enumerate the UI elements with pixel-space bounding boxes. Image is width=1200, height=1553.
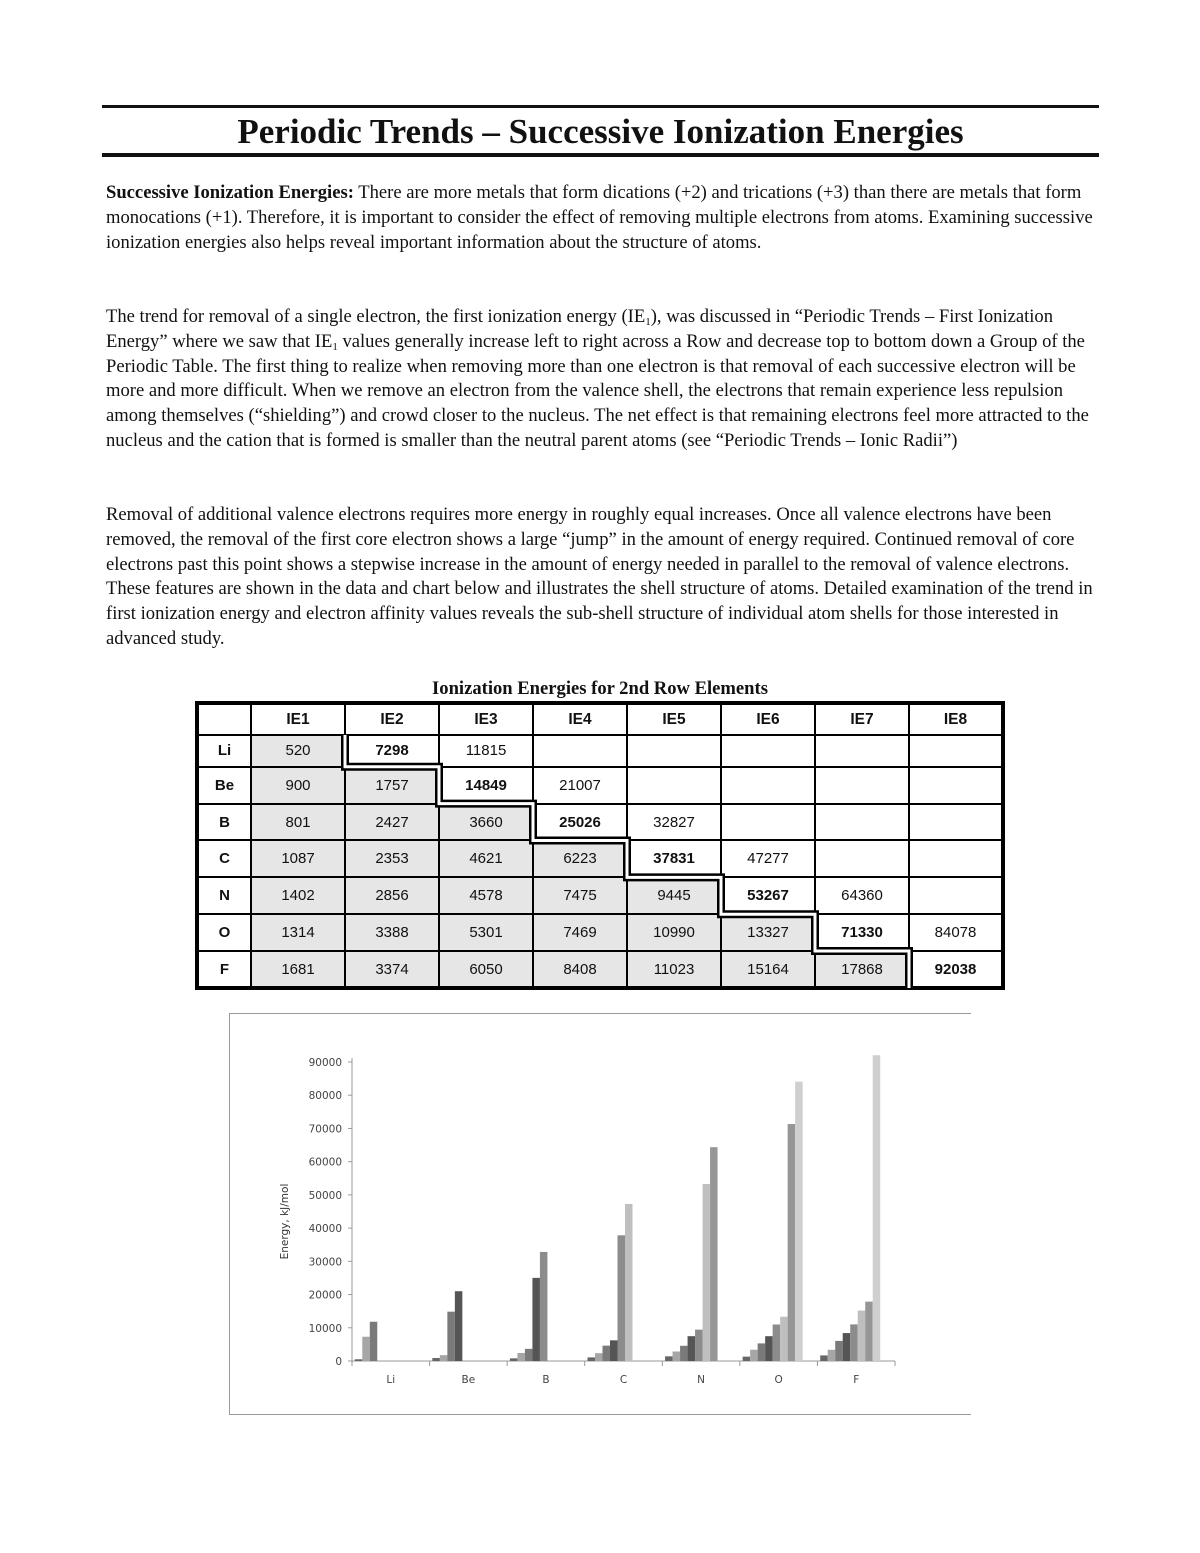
page-title: Periodic Trends – Successive Ionization Energies — [237, 112, 964, 151]
bar — [455, 1291, 463, 1361]
row-header-element: Be — [197, 767, 251, 804]
subscript: 1 — [332, 340, 338, 353]
table-cell — [627, 767, 721, 804]
table-cell: 15164 — [721, 951, 815, 988]
bar — [758, 1343, 766, 1361]
table-cell: 3374 — [345, 951, 439, 988]
bar — [850, 1324, 858, 1361]
bar — [795, 1082, 803, 1361]
bar — [835, 1341, 843, 1361]
table-cell: 1314 — [251, 914, 345, 951]
table-row — [197, 767, 1003, 804]
table-cell: 1757 — [345, 767, 439, 804]
bar — [510, 1358, 518, 1361]
table-row — [197, 735, 1003, 767]
table-cell: 21007 — [533, 767, 627, 804]
table-cell: 3388 — [345, 914, 439, 951]
bar — [532, 1278, 540, 1361]
table-cell: 4621 — [439, 840, 533, 877]
bar — [540, 1252, 548, 1361]
bar — [618, 1235, 626, 1361]
bar — [743, 1357, 751, 1361]
table-corner-cell — [197, 703, 251, 735]
table-cell: 84078 — [909, 914, 1003, 951]
y-tick-label: 80000 — [308, 1090, 342, 1103]
y-axis-label: Energy, kJ/mol — [279, 1183, 291, 1260]
column-header: IE5 — [627, 703, 721, 735]
y-tick-label: 0 — [335, 1356, 342, 1368]
x-tick-label: F — [853, 1374, 860, 1386]
table-cell — [909, 767, 1003, 804]
table-cell: 1681 — [251, 951, 345, 988]
column-header: IE4 — [533, 703, 627, 735]
table-cell — [909, 840, 1003, 877]
paragraph-body: There are more metals that form dications (+2) and trications (+3) than there are metals that form monocations (+1). Therefore, it is important to consider the effect of removing multiple electrons from atoms. Examining successive ionization energies also helps reveal important information about the structure of atoms. — [106, 182, 1093, 253]
y-tick-label: 70000 — [308, 1123, 342, 1136]
table-cell: 7469 — [533, 914, 627, 951]
table-cell — [909, 735, 1003, 767]
x-tick-label: O — [774, 1374, 783, 1386]
table-cell: 11815 — [439, 735, 533, 767]
bar — [362, 1337, 370, 1361]
table-row — [197, 804, 1003, 841]
column-header: IE2 — [345, 703, 439, 735]
paragraph-text: The trend for removal of a single electron, the first ionization energy (IE — [106, 306, 646, 327]
bar — [820, 1355, 828, 1361]
bar — [625, 1204, 633, 1361]
table-cell: 2353 — [345, 840, 439, 877]
y-tick-label: 30000 — [308, 1256, 342, 1269]
paragraph-text: values generally increase left to right across a Row and decrease top to bottom down a Group of the Periodic Table. The first thing to realize when removing more than one electron is that removal of each successive electron will be more and more difficult. When we remove an electron from the valence shell, the electrons that remain experience less repulsion among themselves (“shielding”) and crowd closer to the nucleus. The net effect is that remaining electrons feel more attracted to the nucleus and the cation that is formed is smaller than the neutral parent atoms (see “Periodic Trends – Ionic Radii”) — [106, 330, 1089, 451]
bar — [665, 1356, 673, 1361]
paragraph-core-electrons: Removal of additional valence electrons requires more energy in roughly equal increases. Once all valence electrons have been removed, the removal of the first core electron shows a large “jump” in the amount of energy required. Continued removal of core electrons past this point shows a stepwise increase in the amount of energy needed in parallel to the removal of valence electrons. These features are shown in the data and chart below and illustrates the shell structure of atoms. Detailed examination of the trend in first ionization energy and electron affinity values reveals the sub-shell structure of individual atom shells for those interested in advanced study. — [106, 504, 1093, 649]
bar — [355, 1359, 363, 1361]
subscript: 1 — [645, 316, 651, 328]
table-cell: 3660 — [439, 804, 533, 841]
row-header-element: N — [197, 877, 251, 914]
row-header-element: Li — [197, 735, 251, 767]
column-header: IE7 — [815, 703, 909, 735]
bar — [525, 1349, 533, 1361]
bar — [432, 1358, 440, 1361]
bar — [773, 1324, 781, 1361]
table-cell: 25026 — [533, 804, 627, 841]
table-cell: 71330 — [815, 914, 909, 951]
table-cell — [721, 804, 815, 841]
bar — [858, 1311, 866, 1361]
bar — [710, 1147, 718, 1361]
table-cell: 32827 — [627, 804, 721, 841]
row-header-element: C — [197, 840, 251, 877]
table-cell — [909, 804, 1003, 841]
table-cell: 801 — [251, 804, 345, 841]
x-tick-label: C — [619, 1374, 628, 1386]
x-tick-label: Li — [386, 1374, 396, 1386]
paragraph-successive-ie — [106, 181, 1096, 255]
table-cell — [909, 877, 1003, 914]
ionization-energy-table — [195, 701, 1005, 990]
column-header: IE6 — [721, 703, 815, 735]
table-cell: 900 — [251, 767, 345, 804]
bar — [750, 1350, 758, 1361]
ionization-energy-chart — [229, 1013, 971, 1415]
table-cell — [533, 735, 627, 767]
table-row — [197, 877, 1003, 914]
table-cell: 10990 — [627, 914, 721, 951]
table-row — [197, 914, 1003, 951]
bar — [703, 1184, 711, 1361]
bar — [447, 1312, 455, 1361]
column-header: IE3 — [439, 703, 533, 735]
paragraph-first-ie-trend — [106, 305, 1096, 454]
table-cell: 5301 — [439, 914, 533, 951]
table-cell — [627, 735, 721, 767]
y-tick-label: 50000 — [308, 1189, 342, 1202]
table-cell: 1087 — [251, 840, 345, 877]
row-header-element: B — [197, 804, 251, 841]
table-header-row — [197, 703, 1003, 735]
bar — [788, 1124, 796, 1361]
paragraph-lead: Successive Ionization Energies: — [106, 182, 354, 203]
y-tick-label: 60000 — [308, 1156, 342, 1169]
bar — [603, 1346, 611, 1361]
table-cell: 92038 — [909, 951, 1003, 988]
bar — [610, 1340, 618, 1361]
table-cell: 64360 — [815, 877, 909, 914]
title-rule-bottom — [102, 153, 1099, 157]
table-caption: Ionization Energies for 2nd Row Elements — [432, 678, 768, 699]
bar — [865, 1302, 873, 1361]
table-cell — [721, 735, 815, 767]
table-cell: 7298 — [345, 735, 439, 767]
row-header-element: O — [197, 914, 251, 951]
table-cell: 520 — [251, 735, 345, 767]
y-tick-label: 90000 — [308, 1057, 342, 1069]
table-cell: 2856 — [345, 877, 439, 914]
bar — [588, 1357, 596, 1361]
table-cell — [815, 767, 909, 804]
table-cell: 53267 — [721, 877, 815, 914]
table-cell: 11023 — [627, 951, 721, 988]
x-tick-label: Be — [461, 1374, 476, 1386]
y-tick-label: 10000 — [308, 1322, 342, 1335]
table-cell: 17868 — [815, 951, 909, 988]
table-cell: 9445 — [627, 877, 721, 914]
column-header: IE1 — [251, 703, 345, 735]
table-cell: 13327 — [721, 914, 815, 951]
paragraph-text: ), was discussed in “Periodic Trends – First Ionization Energy” where we saw that IE — [106, 306, 1054, 352]
bar — [780, 1317, 788, 1361]
table-cell — [721, 767, 815, 804]
bar — [688, 1336, 696, 1361]
table-cell — [815, 735, 909, 767]
bar — [440, 1355, 448, 1361]
x-tick-label: B — [542, 1374, 550, 1386]
table-cell — [815, 840, 909, 877]
bar — [695, 1330, 703, 1361]
bar — [680, 1346, 688, 1361]
table-cell: 14849 — [439, 767, 533, 804]
table-cell: 37831 — [627, 840, 721, 877]
column-header: IE8 — [909, 703, 1003, 735]
title-rule-top — [102, 105, 1099, 108]
y-tick-label: 20000 — [308, 1289, 342, 1302]
bar — [595, 1353, 603, 1361]
bar — [765, 1336, 773, 1361]
table-cell: 8408 — [533, 951, 627, 988]
table-row — [197, 840, 1003, 877]
y-tick-label: 40000 — [308, 1223, 342, 1236]
row-header-element: F — [197, 951, 251, 988]
table-cell: 1402 — [251, 877, 345, 914]
bar — [828, 1350, 836, 1361]
table-cell: 4578 — [439, 877, 533, 914]
x-tick-label: N — [697, 1374, 706, 1386]
table-cell: 7475 — [533, 877, 627, 914]
bar — [873, 1055, 881, 1361]
table-cell: 6050 — [439, 951, 533, 988]
table-cell — [815, 804, 909, 841]
table-row — [197, 951, 1003, 988]
bar — [843, 1333, 851, 1361]
table-cell: 2427 — [345, 804, 439, 841]
bar — [517, 1353, 525, 1361]
bar — [370, 1322, 378, 1361]
table-cell: 6223 — [533, 840, 627, 877]
bar — [673, 1352, 681, 1361]
table-cell: 47277 — [721, 840, 815, 877]
